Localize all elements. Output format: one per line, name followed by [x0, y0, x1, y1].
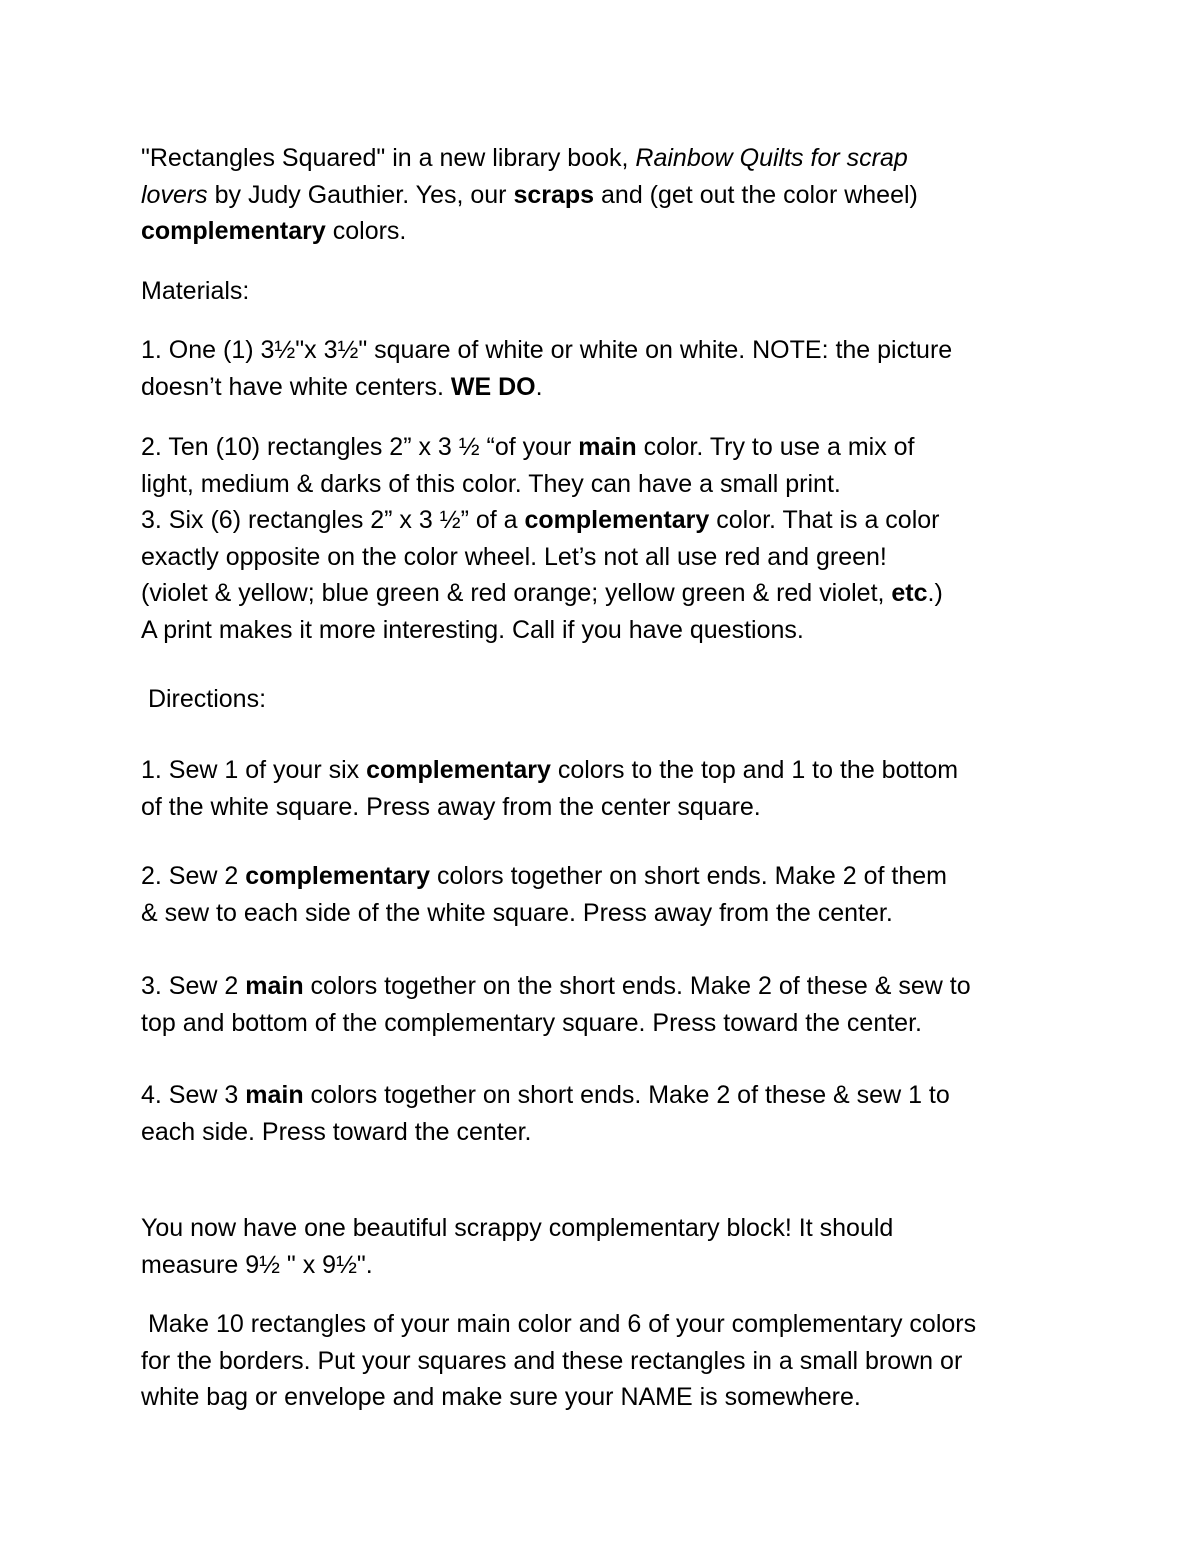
final-line-2: for the borders. Put your squares and these rectangles in a small brown or: [141, 1346, 963, 1375]
emphasis-complementary: complementary: [366, 756, 551, 784]
materials-heading: [141, 273, 1071, 310]
material-item-1-line-2: [141, 369, 1071, 406]
direction-step-2: [141, 858, 1071, 931]
emphasis-complementary: complementary: [245, 862, 431, 890]
material-text: doesn’t have white centers.: [141, 372, 451, 401]
step-1-line-2: of the white square. Press away from the center square.: [141, 792, 761, 821]
material-text: color. Try to use a mix of: [636, 433, 915, 461]
step-4-line-1: [141, 1077, 1071, 1114]
material-text: .: [535, 372, 543, 401]
material-text: 3. Six (6) rectangles 2” x 3 ½” of a: [141, 506, 525, 534]
step-text: colors together on the short ends. Make 2 of these & sew to: [303, 972, 971, 1000]
materials-heading-text: Materials:: [141, 277, 250, 305]
material-item-3-line-3: [141, 575, 1071, 612]
step-text: 3. Sew 2: [141, 972, 246, 1000]
material-item-3-line-2: exactly opposite on the color wheel. Let’s not all use red and green!: [141, 542, 887, 571]
emphasis-scraps: scraps: [513, 180, 595, 209]
emphasis-main: main: [578, 433, 637, 461]
book-title-continued: lovers: [141, 180, 208, 209]
step-4-line-2: each side. Press toward the center.: [141, 1117, 532, 1146]
book-title: Rainbow Quilts for scrap: [635, 144, 908, 172]
final-line-3: white bag or envelope and make sure your NAME is somewhere.: [141, 1383, 861, 1411]
step-text: colors together on short ends. Make 2 of them: [430, 862, 947, 890]
intro-line-2: [141, 177, 1071, 214]
directions-heading-text: Directions:: [141, 685, 267, 713]
step-1-line-1: [141, 752, 1071, 789]
step-3-line-1: [141, 968, 1071, 1005]
material-item-3-line-1: [141, 502, 1071, 539]
intro-line-3: [141, 213, 1071, 250]
direction-step-4: [141, 1077, 1071, 1150]
material-text: color. That is a color: [709, 506, 940, 534]
step-text: 4. Sew 3: [141, 1081, 246, 1109]
final-paragraph: [141, 1306, 1071, 1416]
directions-heading: [141, 681, 1071, 718]
emphasis-main: main: [245, 972, 304, 1000]
step-text: 1. Sew 1 of your six: [141, 756, 367, 784]
direction-step-1: [141, 752, 1071, 825]
emphasis-etc: etc: [891, 579, 928, 607]
step-text: colors to the top and 1 to the bottom: [550, 756, 959, 784]
emphasis-complementary: complementary: [141, 217, 326, 245]
step-text: 2. Sew 2: [141, 862, 246, 890]
intro-text: and (get out the color wheel): [594, 180, 918, 209]
material-item-3-line-4: A print makes it more interesting. Call if you have questions.: [141, 615, 804, 644]
material-item-2-line-2: light, medium & darks of this color. They can have a small print.: [141, 469, 841, 498]
material-text: (violet & yellow; blue green & red orange; yellow green & red violet,: [141, 579, 892, 607]
emphasis-we-do: WE DO: [450, 372, 536, 401]
step-2-line-1: [141, 858, 1071, 895]
emphasis-complementary: complementary: [524, 506, 710, 534]
result-line-1: You now have one beautiful scrappy complementary block! It should: [141, 1214, 894, 1242]
intro-text: colors.: [325, 217, 407, 245]
result-line-2: measure 9½ " x 9½".: [141, 1250, 373, 1279]
step-3-line-2: top and bottom of the complementary square. Press toward the center.: [141, 1008, 922, 1037]
material-item-1-line-1: 1. One (1) 3½"x 3½" square of white or white on white. NOTE: the picture: [141, 336, 953, 364]
intro-line-1: [141, 140, 1071, 177]
material-items-2-3: [141, 429, 1071, 648]
material-text: .): [927, 579, 943, 607]
intro-text: "Rectangles Squared" in a new library book,: [141, 144, 636, 172]
material-item-1: [141, 332, 1071, 405]
step-text: colors together on short ends. Make 2 of these & sew 1 to: [303, 1081, 950, 1109]
material-text: 2. Ten (10) rectangles 2” x 3 ½ “of your: [141, 433, 579, 461]
emphasis-main: main: [245, 1081, 304, 1109]
step-2-line-2: & sew to each side of the white square. Press away from the center.: [141, 898, 893, 927]
direction-step-3: [141, 968, 1071, 1041]
intro-text: by Judy Gauthier. Yes, our: [207, 180, 514, 209]
material-item-2-line-1: [141, 429, 1071, 466]
result-paragraph: [141, 1210, 1071, 1283]
final-line-1: Make 10 rectangles of your main color and 6 of your complementary colors: [141, 1310, 977, 1338]
intro-paragraph: [141, 140, 1071, 250]
